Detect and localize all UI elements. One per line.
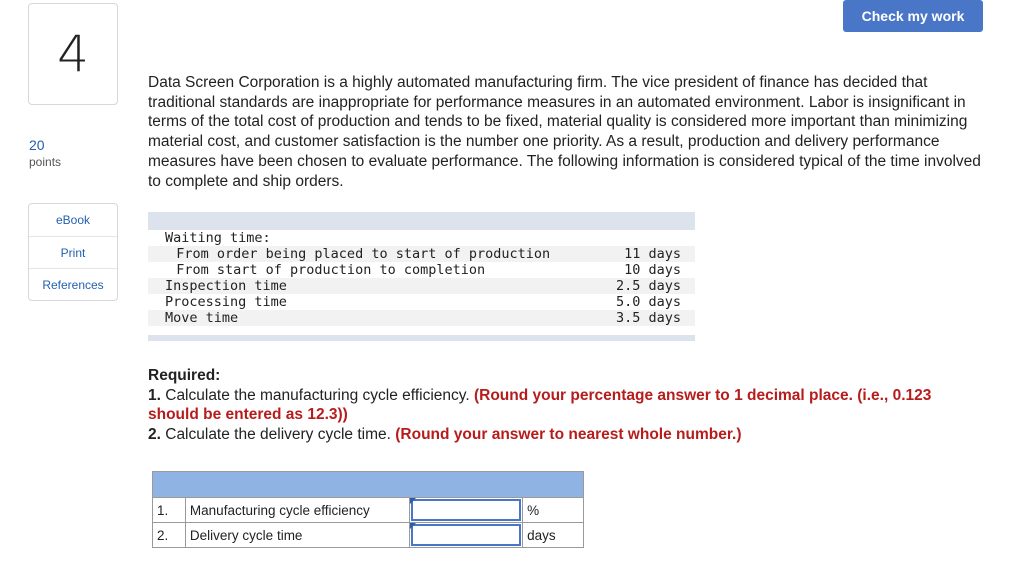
required-item-2: [148, 425, 978, 445]
answer-row: [153, 523, 584, 548]
answer-input-cell: [410, 498, 523, 523]
info-row: [148, 230, 695, 246]
answer-row-label: Manufacturing cycle efficiency: [185, 498, 409, 523]
required-heading: Required:: [148, 367, 221, 384]
answer-table-header-cell: [153, 472, 584, 498]
answer-input-cell: [410, 523, 523, 548]
problem-text: Data Screen Corporation is a highly automated manufacturing firm. The vice president of finance has decided that traditional standards are inappropriate for performance measures in an automated environment. Labor is insignificant in terms of the total cost of production and tends to be fixed, material quality is considered more important than minimizing material cost, and customer satisfaction is the number one priority. As a result, production and delivery performance measures have been chosen to evaluate performance. The following information is considered typical of the time involved to complete and ship orders.: [148, 74, 981, 190]
resource-links: [28, 203, 118, 301]
input-marker-icon: [410, 498, 416, 504]
info-table-footer-bar: [148, 335, 695, 341]
info-label: Move time: [165, 310, 239, 326]
answer-row-number: 1.: [153, 498, 186, 523]
answer-row-unit: %: [523, 498, 584, 523]
rounding-note: (Round your answer to nearest whole number.): [395, 425, 742, 443]
info-row: [148, 294, 695, 310]
ebook-link[interactable]: eBook: [55, 213, 91, 227]
rounding-note: (Round your percentage answer to 1 decimal place. (i.e., 0.123 should be entered as 12.3)): [148, 386, 932, 423]
print-link[interactable]: Print: [29, 236, 117, 268]
answer-row-label: Delivery cycle time: [185, 523, 409, 548]
required-item-number: 1.: [148, 386, 161, 404]
info-row: [148, 278, 695, 294]
info-value: 11 days: [624, 246, 681, 262]
info-label: From order being placed to start of production: [160, 246, 551, 262]
answer-table: [152, 471, 584, 548]
info-label: Waiting time:: [165, 230, 271, 246]
info-value: 2.5 days: [615, 278, 681, 294]
info-row: [148, 262, 695, 278]
required-item-1: [148, 386, 978, 425]
references-link[interactable]: References: [29, 268, 117, 300]
info-value: 5.0 days: [615, 294, 681, 310]
question-number: 4: [28, 3, 118, 105]
required-item-text: Calculate the delivery cycle time.: [160, 425, 396, 443]
info-label: Inspection time: [165, 278, 287, 294]
points-value: 20: [29, 137, 45, 153]
required-item-text: Calculate the manufacturing cycle efficiency.: [160, 386, 474, 404]
required-item-number: 2.: [148, 425, 161, 443]
info-row: [148, 310, 695, 326]
answer-row-number: 2.: [153, 523, 186, 548]
info-table-header-bar: [148, 212, 695, 230]
info-value: 10 days: [624, 262, 681, 278]
time-info-table: [148, 212, 695, 341]
info-label: Processing time: [165, 294, 287, 310]
info-label: From start of production to completion: [160, 262, 486, 278]
points-label: points: [29, 155, 62, 169]
info-value: 3.5 days: [615, 310, 681, 326]
check-my-work-button[interactable]: Check my work: [843, 0, 983, 32]
answer-table-header: [153, 472, 584, 498]
delivery-cycle-time-input[interactable]: [411, 524, 521, 546]
input-marker-icon: [410, 523, 416, 529]
info-row: [148, 246, 695, 262]
answer-row-unit: days: [523, 523, 584, 548]
manufacturing-cycle-efficiency-input[interactable]: [411, 499, 521, 521]
required-section: [148, 366, 978, 444]
answer-row: [153, 498, 584, 523]
